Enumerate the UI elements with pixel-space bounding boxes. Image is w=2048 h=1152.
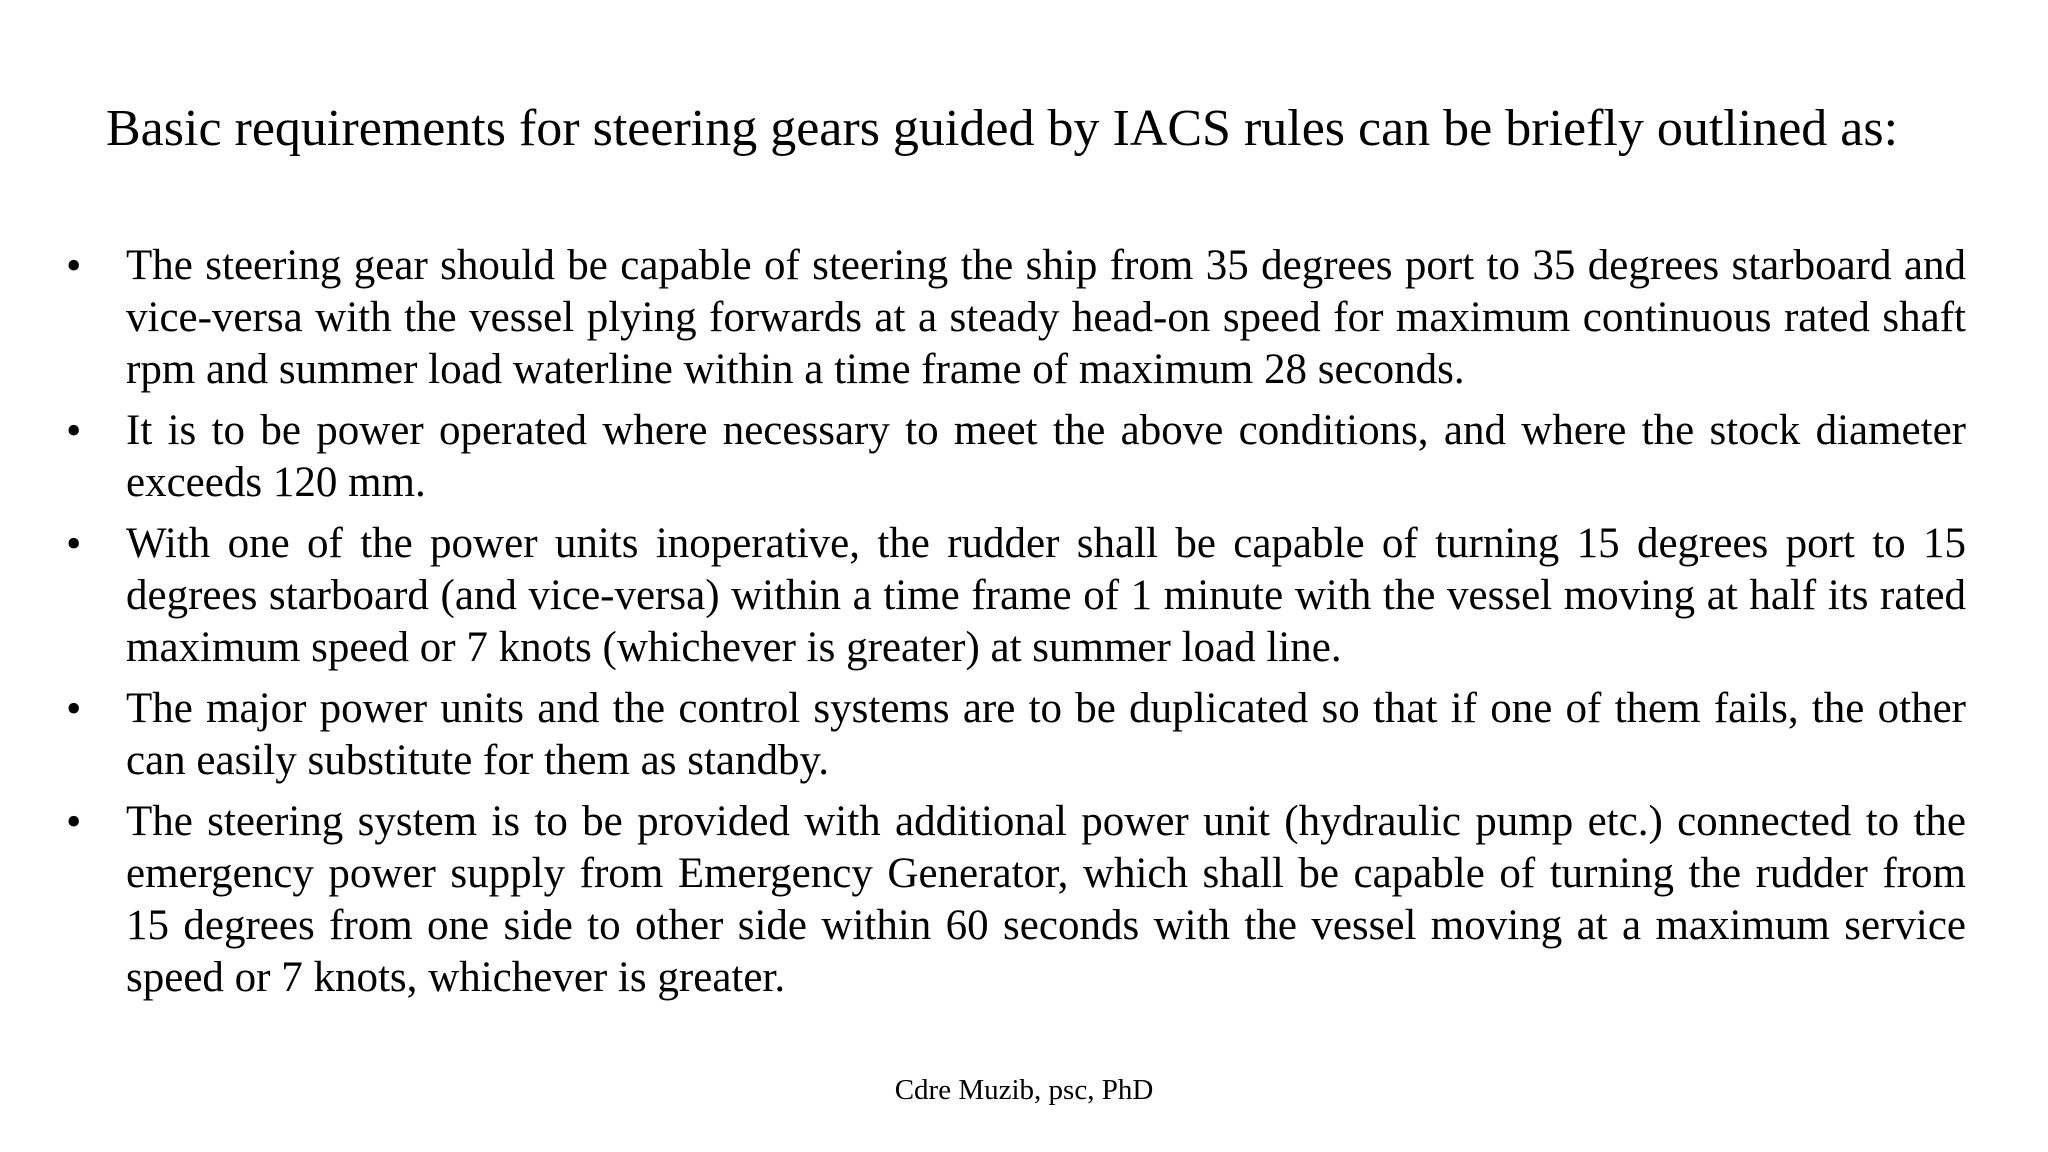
bullet-icon: • xyxy=(66,797,82,846)
bullet-text: The major power units and the control systems are to be duplicated so that if one of them fails, the other can easily substitute for them as standby. xyxy=(126,685,1966,784)
list-item xyxy=(66,796,1966,1004)
slide-footer: Cdre Muzib, psc, PhD xyxy=(894,1074,1154,1106)
bullet-icon: • xyxy=(66,519,82,568)
slide-title: Basic requirements for steering gears guided by IACS rules can be briefly outlined as: xyxy=(106,100,1899,157)
bullet-text: The steering gear should be capable of steering the ship from 35 degrees port to 35 degrees starboard and vice-versa with the vessel plying forwards at a steady head-on speed for maximum continuous rated shaft rpm and summer load waterline within a time frame of maximum 28 seconds. xyxy=(126,242,1966,393)
list-item xyxy=(66,518,1966,674)
list-item xyxy=(66,405,1966,509)
bullet-icon: • xyxy=(66,684,82,733)
bullet-list xyxy=(66,240,1966,1013)
bullet-text: It is to be power operated where necessary to meet the above conditions, and where the stock diameter exceeds 120 mm. xyxy=(126,407,1966,506)
bullet-icon: • xyxy=(66,241,82,290)
bullet-text: With one of the power units inoperative, the rudder shall be capable of turning 15 degrees port to 15 degrees starboard (and vice-versa) within a time frame of 1 minute with the vessel moving at half its rated maximum speed or 7 knots (whichever is greater) at summer load line. xyxy=(126,520,1966,671)
bullet-text: The steering system is to be provided with additional power unit (hydraulic pump etc.) connected to the emergency power supply from Emergency Generator, which shall be capable of turning the rudder from 15 degrees from one side to other side within 60 seconds with the vessel moving at a maximum service speed or 7 knots, whichever is greater. xyxy=(126,798,1966,1001)
bullet-icon: • xyxy=(66,406,82,455)
list-item xyxy=(66,683,1966,787)
list-item xyxy=(66,240,1966,396)
